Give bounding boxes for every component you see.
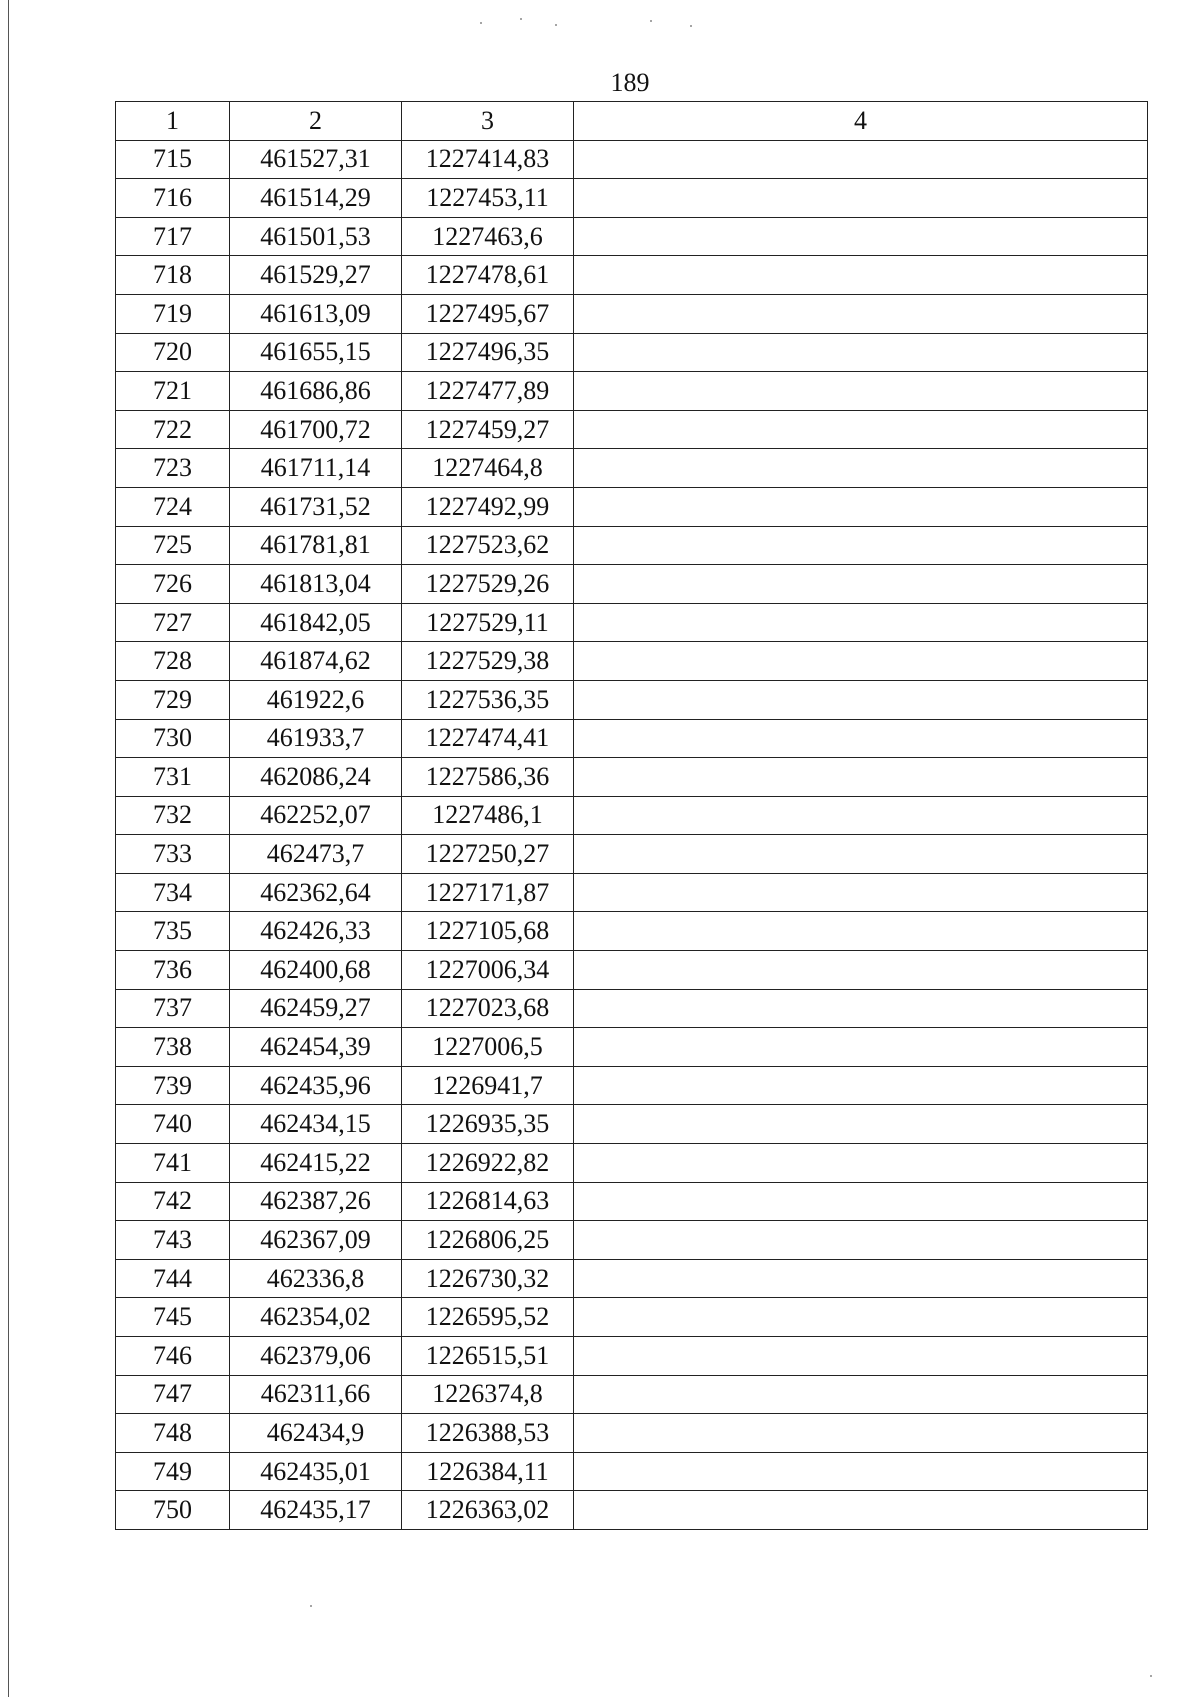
note-cell	[574, 1452, 1148, 1491]
table-body	[116, 140, 1148, 1529]
scan-speck	[310, 1605, 312, 1607]
point-number-cell: 723	[116, 449, 230, 488]
y-coordinate-cell: 1226922,82	[402, 1144, 574, 1183]
note-cell	[574, 1105, 1148, 1144]
note-cell	[574, 603, 1148, 642]
point-number-cell: 738	[116, 1028, 230, 1067]
x-coordinate-cell: 462434,9	[230, 1414, 402, 1453]
note-cell	[574, 1414, 1148, 1453]
point-number-cell: 740	[116, 1105, 230, 1144]
table-row	[116, 565, 1148, 604]
note-cell	[574, 680, 1148, 719]
x-coordinate-cell: 461700,72	[230, 410, 402, 449]
x-coordinate-cell: 462435,17	[230, 1491, 402, 1530]
note-cell	[574, 449, 1148, 488]
x-coordinate-cell: 461711,14	[230, 449, 402, 488]
x-coordinate-cell: 461613,09	[230, 294, 402, 333]
x-coordinate-cell: 461731,52	[230, 487, 402, 526]
y-coordinate-cell: 1226814,63	[402, 1182, 574, 1221]
column-header: 1	[116, 102, 230, 141]
scan-speck	[520, 18, 522, 20]
table-row	[116, 1221, 1148, 1260]
point-number-cell: 741	[116, 1144, 230, 1183]
note-cell	[574, 1259, 1148, 1298]
column-header: 2	[230, 102, 402, 141]
x-coordinate-cell: 461842,05	[230, 603, 402, 642]
table-row	[116, 487, 1148, 526]
scan-speck	[690, 25, 692, 27]
point-number-cell: 749	[116, 1452, 230, 1491]
point-number-cell: 718	[116, 256, 230, 295]
y-coordinate-cell: 1226515,51	[402, 1337, 574, 1376]
point-number-cell: 729	[116, 680, 230, 719]
x-coordinate-cell: 462426,33	[230, 912, 402, 951]
y-coordinate-cell: 1227414,83	[402, 140, 574, 179]
x-coordinate-cell: 462454,39	[230, 1028, 402, 1067]
y-coordinate-cell: 1227453,11	[402, 179, 574, 218]
x-coordinate-cell: 462311,66	[230, 1375, 402, 1414]
x-coordinate-cell: 461655,15	[230, 333, 402, 372]
point-number-cell: 724	[116, 487, 230, 526]
x-coordinate-cell: 462387,26	[230, 1182, 402, 1221]
note-cell	[574, 951, 1148, 990]
table-row	[116, 372, 1148, 411]
point-number-cell: 726	[116, 565, 230, 604]
table-row	[116, 642, 1148, 681]
point-number-cell: 725	[116, 526, 230, 565]
note-cell	[574, 796, 1148, 835]
point-number-cell: 720	[116, 333, 230, 372]
y-coordinate-cell: 1227006,5	[402, 1028, 574, 1067]
table-row	[116, 256, 1148, 295]
table-row	[116, 526, 1148, 565]
table-row	[116, 603, 1148, 642]
table-row	[116, 835, 1148, 874]
note-cell	[574, 912, 1148, 951]
x-coordinate-cell: 462354,02	[230, 1298, 402, 1337]
x-coordinate-cell: 462367,09	[230, 1221, 402, 1260]
table-row	[116, 1105, 1148, 1144]
y-coordinate-cell: 1227023,68	[402, 989, 574, 1028]
point-number-cell: 715	[116, 140, 230, 179]
x-coordinate-cell: 461874,62	[230, 642, 402, 681]
y-coordinate-cell: 1226388,53	[402, 1414, 574, 1453]
y-coordinate-cell: 1227529,11	[402, 603, 574, 642]
point-number-cell: 737	[116, 989, 230, 1028]
table-row	[116, 796, 1148, 835]
note-cell	[574, 1066, 1148, 1105]
x-coordinate-cell: 461933,7	[230, 719, 402, 758]
x-coordinate-cell: 462459,27	[230, 989, 402, 1028]
point-number-cell: 739	[116, 1066, 230, 1105]
point-number-cell: 722	[116, 410, 230, 449]
table-row	[116, 873, 1148, 912]
y-coordinate-cell: 1227006,34	[402, 951, 574, 990]
point-number-cell: 731	[116, 758, 230, 797]
table-row	[116, 989, 1148, 1028]
x-coordinate-cell: 462400,68	[230, 951, 402, 990]
note-cell	[574, 140, 1148, 179]
page-number: 189	[610, 68, 650, 97]
y-coordinate-cell: 1226806,25	[402, 1221, 574, 1260]
y-coordinate-cell: 1227105,68	[402, 912, 574, 951]
y-coordinate-cell: 1227478,61	[402, 256, 574, 295]
point-number-cell: 750	[116, 1491, 230, 1530]
y-coordinate-cell: 1227495,67	[402, 294, 574, 333]
y-coordinate-cell: 1227523,62	[402, 526, 574, 565]
table-row	[116, 1491, 1148, 1530]
y-coordinate-cell: 1226730,32	[402, 1259, 574, 1298]
x-coordinate-cell: 462336,8	[230, 1259, 402, 1298]
scan-speck	[480, 22, 482, 24]
table-row	[116, 217, 1148, 256]
point-number-cell: 716	[116, 179, 230, 218]
point-number-cell: 717	[116, 217, 230, 256]
table-row	[116, 1375, 1148, 1414]
y-coordinate-cell: 1227459,27	[402, 410, 574, 449]
page-left-edge	[8, 0, 9, 1697]
x-coordinate-cell: 461501,53	[230, 217, 402, 256]
point-number-cell: 721	[116, 372, 230, 411]
y-coordinate-cell: 1226941,7	[402, 1066, 574, 1105]
table-row	[116, 1414, 1148, 1453]
point-number-cell: 746	[116, 1337, 230, 1376]
x-coordinate-cell: 462379,06	[230, 1337, 402, 1376]
table-row	[116, 1452, 1148, 1491]
table-row	[116, 912, 1148, 951]
table-row	[116, 1259, 1148, 1298]
table-row	[116, 1028, 1148, 1067]
x-coordinate-cell: 461529,27	[230, 256, 402, 295]
x-coordinate-cell: 462434,15	[230, 1105, 402, 1144]
point-number-cell: 736	[116, 951, 230, 990]
table-row	[116, 333, 1148, 372]
table-row	[116, 1144, 1148, 1183]
table-row	[116, 719, 1148, 758]
point-number-cell: 732	[116, 796, 230, 835]
column-header: 4	[574, 102, 1148, 141]
table-row	[116, 410, 1148, 449]
x-coordinate-cell: 462473,7	[230, 835, 402, 874]
point-number-cell: 730	[116, 719, 230, 758]
y-coordinate-cell: 1227492,99	[402, 487, 574, 526]
point-number-cell: 745	[116, 1298, 230, 1337]
point-number-cell: 728	[116, 642, 230, 681]
x-coordinate-cell: 462435,96	[230, 1066, 402, 1105]
note-cell	[574, 835, 1148, 874]
table-row	[116, 1298, 1148, 1337]
note-cell	[574, 565, 1148, 604]
y-coordinate-cell: 1227529,38	[402, 642, 574, 681]
note-cell	[574, 179, 1148, 218]
table-row	[116, 140, 1148, 179]
note-cell	[574, 1221, 1148, 1260]
table-row	[116, 179, 1148, 218]
point-number-cell: 747	[116, 1375, 230, 1414]
scan-speck	[650, 20, 652, 22]
note-cell	[574, 1144, 1148, 1183]
x-coordinate-cell: 461527,31	[230, 140, 402, 179]
y-coordinate-cell: 1226935,35	[402, 1105, 574, 1144]
y-coordinate-cell: 1227477,89	[402, 372, 574, 411]
table-row	[116, 1182, 1148, 1221]
note-cell	[574, 1375, 1148, 1414]
x-coordinate-cell: 461813,04	[230, 565, 402, 604]
y-coordinate-cell: 1226374,8	[402, 1375, 574, 1414]
scan-speck	[555, 24, 557, 26]
x-coordinate-cell: 461514,29	[230, 179, 402, 218]
note-cell	[574, 1491, 1148, 1530]
x-coordinate-cell: 462252,07	[230, 796, 402, 835]
x-coordinate-cell: 461922,6	[230, 680, 402, 719]
y-coordinate-cell: 1227496,35	[402, 333, 574, 372]
table-row	[116, 951, 1148, 990]
point-number-cell: 735	[116, 912, 230, 951]
note-cell	[574, 1298, 1148, 1337]
table-row	[116, 680, 1148, 719]
x-coordinate-cell: 462086,24	[230, 758, 402, 797]
x-coordinate-cell: 462435,01	[230, 1452, 402, 1491]
y-coordinate-cell: 1226384,11	[402, 1452, 574, 1491]
point-number-cell: 742	[116, 1182, 230, 1221]
note-cell	[574, 1337, 1148, 1376]
y-coordinate-cell: 1227529,26	[402, 565, 574, 604]
note-cell	[574, 256, 1148, 295]
table-row	[116, 449, 1148, 488]
note-cell	[574, 410, 1148, 449]
note-cell	[574, 217, 1148, 256]
note-cell	[574, 873, 1148, 912]
note-cell	[574, 1182, 1148, 1221]
point-number-cell: 734	[116, 873, 230, 912]
y-coordinate-cell: 1227486,1	[402, 796, 574, 835]
y-coordinate-cell: 1226363,02	[402, 1491, 574, 1530]
scan-speck	[1150, 1675, 1152, 1677]
note-cell	[574, 487, 1148, 526]
y-coordinate-cell: 1227463,6	[402, 217, 574, 256]
note-cell	[574, 294, 1148, 333]
note-cell	[574, 372, 1148, 411]
y-coordinate-cell: 1227586,36	[402, 758, 574, 797]
y-coordinate-cell: 1227171,87	[402, 873, 574, 912]
table-row	[116, 758, 1148, 797]
y-coordinate-cell: 1227474,41	[402, 719, 574, 758]
y-coordinate-cell: 1227250,27	[402, 835, 574, 874]
point-number-cell: 743	[116, 1221, 230, 1260]
note-cell	[574, 719, 1148, 758]
point-number-cell: 727	[116, 603, 230, 642]
point-number-cell: 748	[116, 1414, 230, 1453]
note-cell	[574, 989, 1148, 1028]
y-coordinate-cell: 1227536,35	[402, 680, 574, 719]
point-number-cell: 719	[116, 294, 230, 333]
y-coordinate-cell: 1227464,8	[402, 449, 574, 488]
y-coordinate-cell: 1226595,52	[402, 1298, 574, 1337]
point-number-cell: 733	[116, 835, 230, 874]
note-cell	[574, 758, 1148, 797]
note-cell	[574, 1028, 1148, 1067]
x-coordinate-cell: 461781,81	[230, 526, 402, 565]
note-cell	[574, 333, 1148, 372]
x-coordinate-cell: 461686,86	[230, 372, 402, 411]
column-header: 3	[402, 102, 574, 141]
table-row	[116, 1066, 1148, 1105]
table-row	[116, 1337, 1148, 1376]
table-row	[116, 294, 1148, 333]
x-coordinate-cell: 462415,22	[230, 1144, 402, 1183]
coordinates-table	[115, 101, 1148, 1530]
note-cell	[574, 642, 1148, 681]
note-cell	[574, 526, 1148, 565]
x-coordinate-cell: 462362,64	[230, 873, 402, 912]
table-header-row	[116, 102, 1148, 141]
point-number-cell: 744	[116, 1259, 230, 1298]
